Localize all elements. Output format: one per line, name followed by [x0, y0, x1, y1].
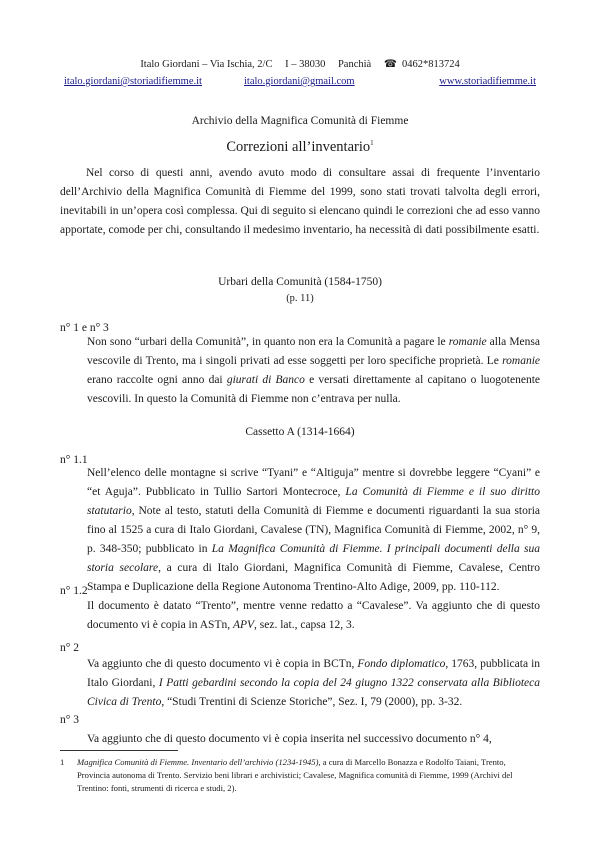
- document-title-text: Correzioni all’inventario: [226, 139, 371, 155]
- entry-text: Non sono “urbari della Comunità”, in quanto non era la Comunità a pagare le romanie alla Mensa vescovile di Trento, ma i singoli privati ad esse soggetti per loro specifiche proprietà. Le romanie erano raccolte ogni anno dai giurati di Banco e versati direttamente al capitano o luogotenente vescovili. In questo la Comunità di Fiemme non c’entrava per nulla.: [87, 336, 540, 405]
- entry-label: n° 3: [60, 714, 79, 726]
- author-address: Italo Giordani – Via Ischia, 2/C: [140, 59, 273, 70]
- section-page-ref: (p. 11): [286, 293, 314, 304]
- footnote-divider: [60, 750, 178, 751]
- email-link-2[interactable]: italo.giordani@gmail.com: [244, 76, 355, 87]
- entry-text: Va aggiunto che di questo documento vi è copia inserita nel successivo documento n° 4,: [87, 733, 492, 745]
- archive-title: Archivio della Magnifica Comunità di Fiemme: [191, 115, 409, 127]
- phone-icon: ☎: [383, 59, 397, 70]
- intro-paragraph: Nel corso di questi anni, avendo avuto modo di consultare assai di frequente l’inventario dell’Archivio della Magnifica Comunità di Fiemme del 1999, sono stati trovati talvolta degli errori, inevitabili in un’opera così complessa. Qui di seguito si elencano quindi le correzioni che ad esso vanno apportate, comode per chi, consultando il medesimo inventario, ha necessità di dati possibilmente esatti.: [60, 167, 540, 236]
- website-link[interactable]: www.storiadifiemme.it: [439, 76, 536, 87]
- section-heading-cassetto-a: Cassetto A (1314-1664): [245, 426, 355, 438]
- entry-label: n° 1.1: [60, 454, 88, 466]
- document-title: [0, 139, 600, 156]
- section-heading-urbari: Urbari della Comunità (1584-1750): [218, 276, 382, 288]
- entry-label: n° 2: [60, 642, 79, 654]
- postcode: I – 38030: [285, 59, 326, 70]
- letterhead-address: [0, 58, 600, 70]
- entry-text: Nell’elenco delle montagne si scrive “Tyani” e “Altiguja” mentre si dovrebbe leggere “Cyani” e “et Aguja”. Pubblicato in Tullio Sartori Montecroce, La Comunità di Fiemme e il suo diritto statutario, Note al testo, statuti della Comunità di Fiemme e documenti riguardanti la sua storia fino al 1525 a cura di Italo Giordani, Cavalese (TN), Magnifica Comunità di Fiemme, 2002, n° 9, p. 348-350; pubblicato in La Magnifica Comunità di Fiemme. I principali documenti della sua storia secolare, a cura di Italo Giordani, Magnifica Comunità di Fiemme, Cavalese, Centro Stampa e Duplicazione della Regione Autonoma Trentino-Alto Adige, 2009, pp. 110-112.: [87, 467, 540, 593]
- email-link-1[interactable]: italo.giordani@storiadifiemme.it: [64, 76, 202, 87]
- footnote: [60, 756, 540, 795]
- footnote-number: 1: [60, 757, 65, 767]
- footnote-text: Magnifica Comunità di Fiemme. Inventario dell’archivio (1234-1945), a cura di Marcello Bonazza e Rodolfo Taiani, Trento, Provincia autonoma di Trento. Servizio beni librari e archivistici; Cavalese, Magnifica comunità di Fiemme, 1999 (Archivi del Trentino: fonti, strumenti di ricerca e studi, 2).: [77, 757, 513, 793]
- town: Panchià: [337, 59, 372, 70]
- footnote-ref[interactable]: 1: [370, 139, 374, 148]
- entry-label: n° 1.2: [60, 585, 88, 597]
- entry-text: Va aggiunto che di questo documento vi è copia in BCTn, Fondo diplomatico, 1763, pubblicata in Italo Giordani, I Patti gebardini secondo la copia del 24 giugno 1322 conservata alla Biblioteca Civica di Trento, “Studi Trentini di Scienze Storiche”, Sez. I, 79 (2000), pp. 3-32.: [87, 658, 541, 708]
- phone-number: 0462*813724: [401, 59, 460, 70]
- entry-text: Il documento è datato “Trento”, mentre venne redatto a “Cavalese”. Va aggiunto che di questo documento vi è copia in ASTn, APV, sez. lat., capsa 12, 3.: [87, 600, 540, 631]
- entry-label: n° 1 e n° 3: [60, 322, 109, 334]
